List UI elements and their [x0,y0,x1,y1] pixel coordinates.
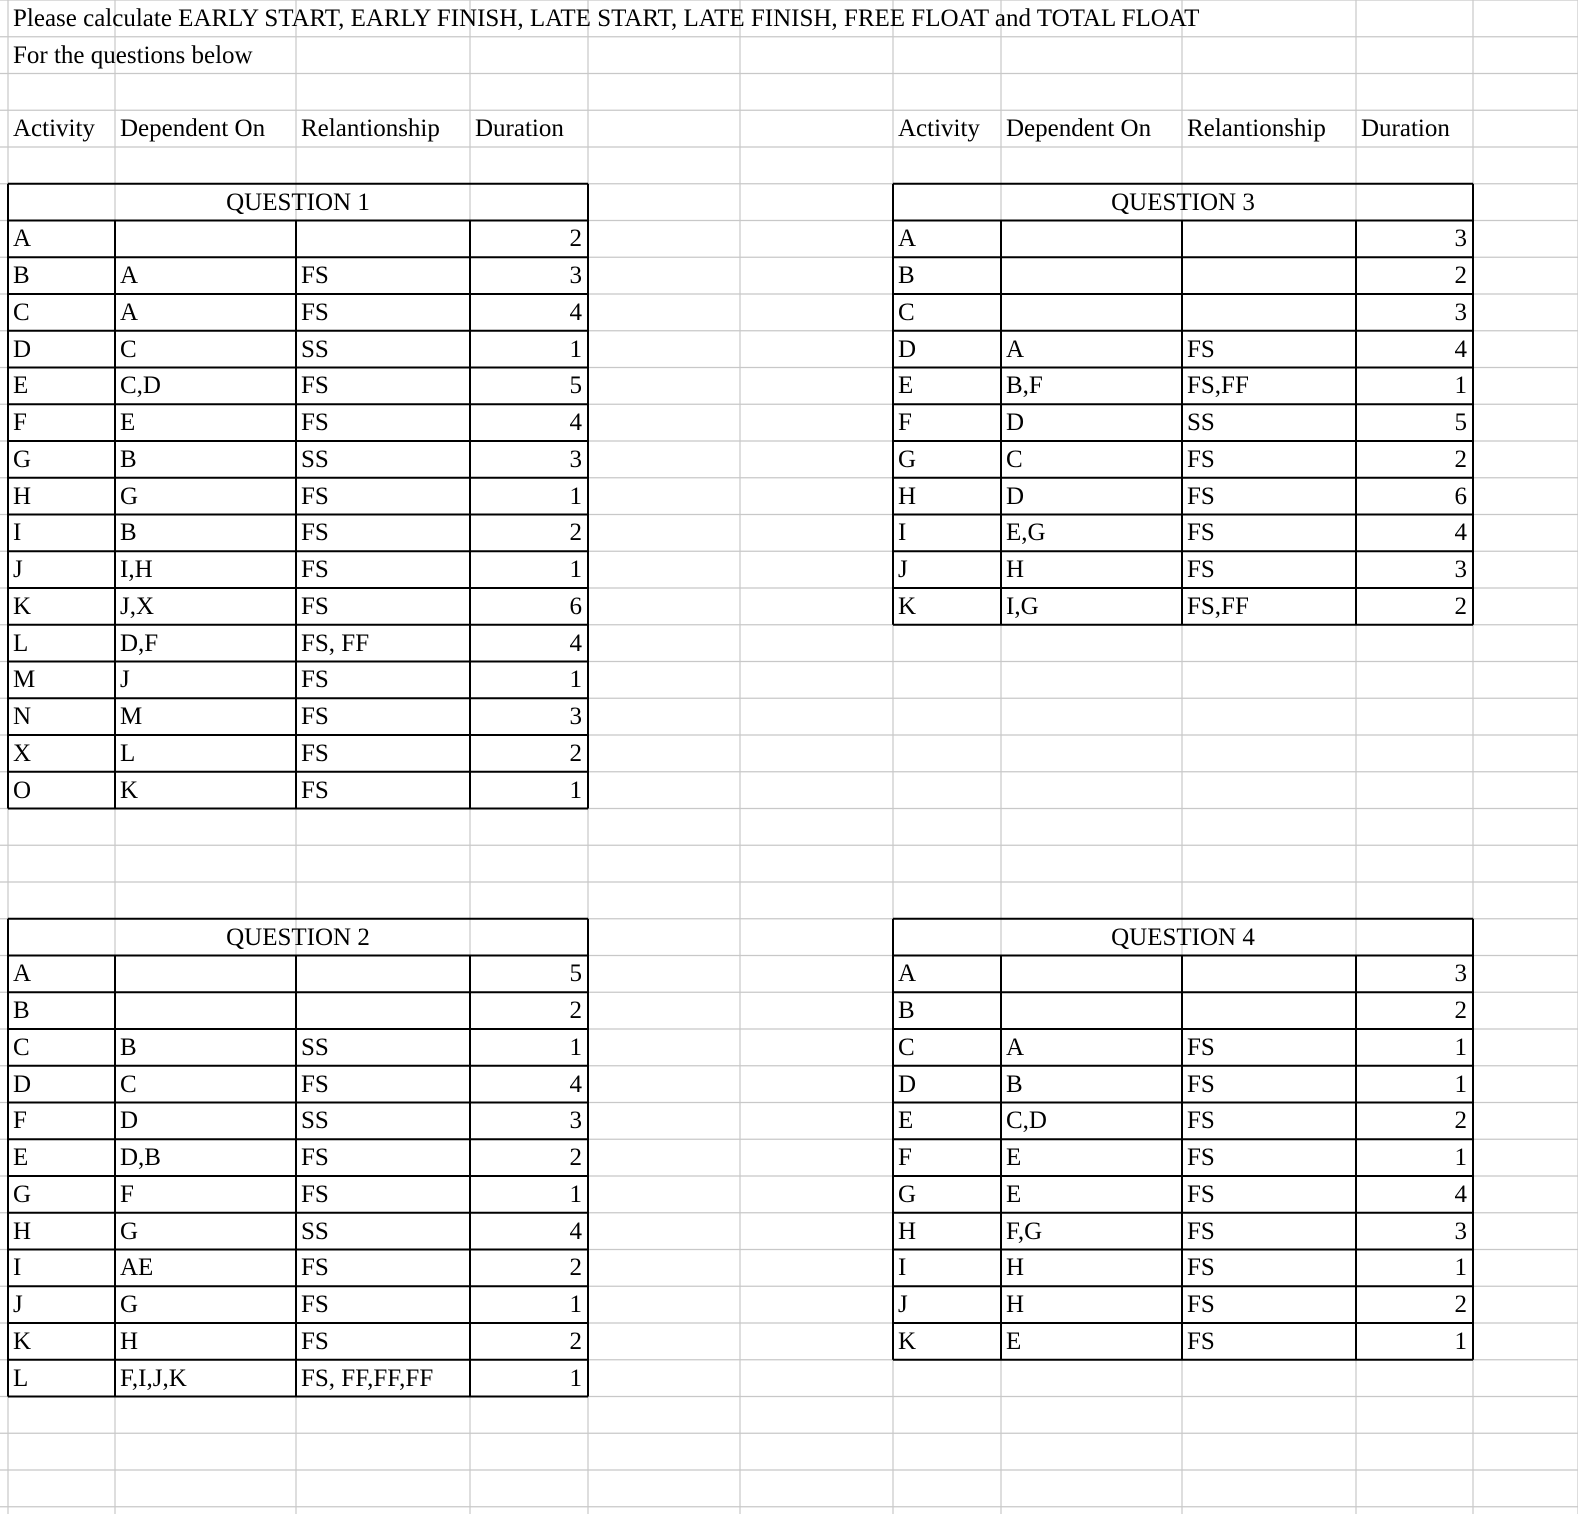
header-duration-right: Duration [1361,115,1450,143]
q4-relationship-cell[interactable]: FS [1187,1107,1215,1135]
q4-relationship-cell[interactable]: FS [1187,1254,1215,1282]
q1-activity-cell[interactable]: F [13,409,27,437]
q2-duration-cell[interactable]: 2 [569,1254,582,1282]
q4-dependent-cell[interactable]: B [1006,1070,1023,1098]
q1-dependent-cell[interactable]: M [120,703,143,731]
q4-duration-cell[interactable]: 4 [1454,1180,1467,1208]
question-1-title: QUESTION 1 [226,188,370,216]
q2-activity-cell[interactable]: D [13,1070,32,1098]
q3-activity-cell[interactable]: C [898,298,915,326]
q3-relationship-cell[interactable]: FS [1187,445,1215,473]
q4-activity-cell[interactable]: A [898,960,917,988]
q2-duration-cell[interactable]: 3 [569,1107,582,1135]
q3-activity-cell[interactable]: F [898,409,912,437]
q3-relationship-cell[interactable]: FS [1187,556,1215,584]
q3-activity-cell[interactable]: A [898,225,917,253]
q3-relationship-cell[interactable]: FS [1187,482,1215,510]
q1-duration-cell[interactable]: 2 [569,519,582,547]
q3-activity-cell[interactable]: K [898,592,917,620]
q3-duration-cell[interactable]: 2 [1454,262,1467,290]
q4-relationship-cell[interactable]: FS [1187,1180,1215,1208]
q4-dependent-cell[interactable]: E [1006,1180,1022,1208]
q1-relationship-cell[interactable]: FS [301,262,329,290]
q4-duration-cell[interactable]: 2 [1454,1291,1467,1319]
q2-activity-cell[interactable]: C [13,1033,30,1061]
q3-relationship-cell[interactable]: FS [1187,519,1215,547]
q2-dependent-cell[interactable]: G [120,1291,139,1319]
q1-duration-cell[interactable]: 2 [569,225,582,253]
q1-activity-cell[interactable]: G [13,445,32,473]
q1-relationship-cell[interactable]: FS [301,776,329,804]
q3-duration-cell[interactable]: 3 [1454,556,1467,584]
q2-duration-cell[interactable]: 2 [569,1144,582,1172]
question-2-title: QUESTION 2 [226,923,370,951]
q3-dependent-cell[interactable]: C [1006,445,1023,473]
q4-duration-cell[interactable]: 1 [1454,1070,1467,1098]
q4-duration-cell[interactable]: 3 [1454,1217,1467,1245]
q1-duration-cell[interactable]: 1 [569,335,582,363]
q3-dependent-cell[interactable] [1001,294,1182,331]
q1-activity-cell[interactable]: K [13,592,32,620]
q4-dependent-cell[interactable]: F,G [1006,1217,1043,1245]
q1-activity-cell[interactable]: A [13,225,32,253]
q4-dependent-cell[interactable]: E [1006,1327,1022,1355]
q4-relationship-cell[interactable]: FS [1187,1033,1215,1061]
q2-duration-cell[interactable]: 1 [569,1291,582,1319]
q3-dependent-cell[interactable] [1001,257,1182,294]
q3-activity-cell[interactable]: D [898,335,917,363]
q2-dependent-cell[interactable]: C [120,1070,137,1098]
sheet-subtitle: For the questions below [13,41,253,69]
q1-relationship-cell[interactable]: FS [301,556,329,584]
q4-duration-cell[interactable]: 1 [1454,1033,1467,1061]
q1-relationship-cell[interactable]: SS [301,445,329,473]
q4-relationship-cell[interactable]: FS [1187,1144,1215,1172]
q1-activity-cell[interactable]: I [13,519,22,547]
q2-activity-cell[interactable]: B [13,997,30,1025]
q4-relationship-cell[interactable] [1182,992,1356,1029]
q1-dependent-cell[interactable]: G [120,482,139,510]
q1-dependent-cell[interactable] [115,221,296,258]
q2-activity-cell[interactable]: H [13,1217,32,1245]
q2-duration-cell[interactable]: 4 [569,1217,582,1245]
q1-duration-cell[interactable]: 1 [569,776,582,804]
q2-relationship-cell[interactable]: SS [301,1107,329,1135]
q1-duration-cell[interactable]: 4 [569,629,582,657]
q1-duration-cell[interactable]: 3 [569,703,582,731]
q1-relationship-cell[interactable]: FS [301,703,329,731]
q4-relationship-cell[interactable] [1182,956,1356,993]
q4-duration-cell[interactable]: 1 [1454,1327,1467,1355]
header-relationship-left: Relantionship [301,115,440,143]
q2-activity-cell[interactable]: A [13,960,32,988]
q4-duration-cell[interactable]: 2 [1454,997,1467,1025]
q1-duration-cell[interactable]: 4 [569,409,582,437]
q3-dependent-cell[interactable]: D [1006,409,1025,437]
q4-activity-cell[interactable]: B [898,997,915,1025]
q1-dependent-cell[interactable]: J [120,666,130,694]
q4-dependent-cell[interactable]: H [1006,1291,1025,1319]
q4-dependent-cell[interactable] [1001,956,1182,993]
q3-relationship-cell[interactable] [1182,294,1356,331]
q2-activity-cell[interactable]: K [13,1327,32,1355]
q4-activity-cell[interactable]: E [898,1107,914,1135]
q1-duration-cell[interactable]: 3 [569,445,582,473]
q4-relationship-cell[interactable]: FS [1187,1327,1215,1355]
header-relationship-right: Relantionship [1187,115,1326,143]
q3-duration-cell[interactable]: 6 [1454,482,1467,510]
q3-dependent-cell[interactable]: E,G [1006,519,1046,547]
q4-relationship-cell[interactable]: FS [1187,1217,1215,1245]
q3-activity-cell[interactable]: G [898,445,917,473]
q4-dependent-cell[interactable]: A [1006,1033,1025,1061]
q1-dependent-cell[interactable]: K [120,776,139,804]
q1-dependent-cell[interactable]: J,X [120,592,155,620]
q2-duration-cell[interactable]: 2 [569,997,582,1025]
q3-dependent-cell[interactable]: B,F [1006,372,1043,400]
q3-dependent-cell[interactable]: H [1006,556,1025,584]
q1-duration-cell[interactable]: 6 [569,592,582,620]
q2-relationship-cell[interactable]: SS [301,1033,329,1061]
q3-duration-cell[interactable]: 3 [1454,225,1467,253]
q4-dependent-cell[interactable]: C,D [1006,1107,1047,1135]
q4-duration-cell[interactable]: 3 [1454,960,1467,988]
q1-relationship-cell[interactable]: FS [301,372,329,400]
q2-duration-cell[interactable]: 5 [569,960,582,988]
q3-dependent-cell[interactable]: I,G [1006,592,1039,620]
q1-activity-cell[interactable]: O [13,776,32,804]
q4-dependent-cell[interactable]: H [1006,1254,1025,1282]
header-activity-right: Activity [898,115,980,143]
q1-dependent-cell[interactable]: A [120,298,139,326]
q4-duration-cell[interactable]: 1 [1454,1254,1467,1282]
q2-relationship-cell[interactable]: FS [301,1070,329,1098]
q2-dependent-cell[interactable]: F [120,1180,134,1208]
q2-dependent-cell[interactable]: D,B [120,1144,161,1172]
q1-dependent-cell[interactable]: B [120,445,137,473]
q2-duration-cell[interactable]: 1 [569,1033,582,1061]
q3-duration-cell[interactable]: 1 [1454,372,1467,400]
q1-relationship-cell[interactable]: FS [301,409,329,437]
q4-activity-cell[interactable]: K [898,1327,917,1355]
q2-relationship-cell[interactable]: SS [301,1217,329,1245]
q3-duration-cell[interactable]: 5 [1454,409,1467,437]
q1-duration-cell[interactable]: 1 [569,666,582,694]
q3-dependent-cell[interactable]: D [1006,482,1025,510]
q1-activity-cell[interactable]: M [13,666,36,694]
q3-duration-cell[interactable]: 4 [1454,519,1467,547]
q1-activity-cell[interactable]: H [13,482,32,510]
q3-activity-cell[interactable]: B [898,262,915,290]
q3-duration-cell[interactable]: 3 [1454,298,1467,326]
q2-relationship-cell[interactable]: FS, FF,FF,FF [301,1364,434,1392]
q2-relationship-cell[interactable]: FS [301,1254,329,1282]
q2-dependent-cell[interactable]: F,I,J,K [120,1364,187,1392]
q3-activity-cell[interactable]: I [898,519,907,547]
q1-dependent-cell[interactable]: D,F [120,629,159,657]
question-3-title: QUESTION 3 [1111,188,1255,216]
header-duration-left: Duration [475,115,564,143]
q1-duration-cell[interactable]: 1 [569,556,582,584]
q4-relationship-cell[interactable]: FS [1187,1070,1215,1098]
q1-activity-cell[interactable]: B [13,262,30,290]
q3-relationship-cell[interactable]: FS,FF [1187,592,1249,620]
q2-activity-cell[interactable]: F [13,1107,27,1135]
q2-relationship-cell[interactable] [296,992,470,1029]
q4-activity-cell[interactable]: G [898,1180,917,1208]
q2-relationship-cell[interactable]: FS [301,1144,329,1172]
q1-activity-cell[interactable]: L [13,629,29,657]
q1-relationship-cell[interactable]: FS [301,519,329,547]
q2-dependent-cell[interactable]: H [120,1327,139,1355]
q1-relationship-cell[interactable]: FS [301,592,329,620]
q2-activity-cell[interactable]: J [13,1291,23,1319]
q3-duration-cell[interactable]: 4 [1454,335,1467,363]
q1-relationship-cell[interactable] [296,221,470,258]
q3-relationship-cell[interactable] [1182,257,1356,294]
q2-relationship-cell[interactable]: FS [301,1291,329,1319]
q2-duration-cell[interactable]: 1 [569,1364,582,1392]
header-dependent-on-left: Dependent On [120,115,266,143]
q2-relationship-cell[interactable]: FS [301,1180,329,1208]
q3-dependent-cell[interactable] [1001,221,1182,258]
q4-dependent-cell[interactable] [1001,992,1182,1029]
q2-dependent-cell[interactable]: B [120,1033,137,1061]
q1-relationship-cell[interactable]: SS [301,335,329,363]
q4-relationship-cell[interactable]: FS [1187,1291,1215,1319]
q2-dependent-cell[interactable]: AE [120,1254,154,1282]
q3-relationship-cell[interactable]: FS [1187,335,1215,363]
q1-dependent-cell[interactable]: B [120,519,137,547]
q1-relationship-cell[interactable]: FS [301,666,329,694]
q2-relationship-cell[interactable]: FS [301,1327,329,1355]
question-4-title: QUESTION 4 [1111,923,1255,951]
q1-activity-cell[interactable]: E [13,372,29,400]
q2-duration-cell[interactable]: 2 [569,1327,582,1355]
q3-activity-cell[interactable]: J [898,556,908,584]
q3-dependent-cell[interactable]: A [1006,335,1025,363]
q3-activity-cell[interactable]: H [898,482,917,510]
q4-activity-cell[interactable]: D [898,1070,917,1098]
q2-activity-cell[interactable]: G [13,1180,32,1208]
q2-dependent-cell[interactable]: D [120,1107,139,1135]
q1-relationship-cell[interactable]: FS, FF [301,629,370,657]
q2-activity-cell[interactable]: E [13,1144,29,1172]
q4-activity-cell[interactable]: F [898,1144,912,1172]
q3-relationship-cell[interactable]: FS,FF [1187,372,1249,400]
q3-duration-cell[interactable]: 2 [1454,445,1467,473]
q1-duration-cell[interactable]: 4 [569,298,582,326]
q4-duration-cell[interactable]: 2 [1454,1107,1467,1135]
q2-duration-cell[interactable]: 4 [569,1070,582,1098]
q4-duration-cell[interactable]: 1 [1454,1144,1467,1172]
q1-duration-cell[interactable]: 1 [569,482,582,510]
q1-activity-cell[interactable]: D [13,335,32,363]
q3-relationship-cell[interactable]: SS [1187,409,1215,437]
q4-activity-cell[interactable]: C [898,1033,915,1061]
header-activity-left: Activity [13,115,95,143]
q1-dependent-cell[interactable]: A [120,262,139,290]
q4-dependent-cell[interactable]: E [1006,1144,1022,1172]
q3-activity-cell[interactable]: E [898,372,914,400]
q2-dependent-cell[interactable] [115,992,296,1029]
q1-relationship-cell[interactable]: FS [301,739,329,767]
q1-activity-cell[interactable]: J [13,556,23,584]
q1-duration-cell[interactable]: 5 [569,372,582,400]
q2-activity-cell[interactable]: I [13,1254,22,1282]
q2-dependent-cell[interactable] [115,956,296,993]
q2-dependent-cell[interactable]: G [120,1217,139,1245]
sheet-title: Please calculate EARLY START, EARLY FINISH, LATE START, LATE FINISH, FREE FLOAT and TOTAL FLOAT [13,4,1200,32]
q1-activity-cell[interactable]: N [13,703,32,731]
q1-dependent-cell[interactable]: C [120,335,137,363]
q4-activity-cell[interactable]: I [898,1254,907,1282]
q1-dependent-cell[interactable]: L [120,739,136,767]
q1-duration-cell[interactable]: 2 [569,739,582,767]
q1-duration-cell[interactable]: 3 [569,262,582,290]
header-dependent-on-right: Dependent On [1006,115,1152,143]
q2-duration-cell[interactable]: 1 [569,1180,582,1208]
q4-activity-cell[interactable]: H [898,1217,917,1245]
q2-relationship-cell[interactable] [296,956,470,993]
q3-relationship-cell[interactable] [1182,221,1356,258]
q2-activity-cell[interactable]: L [13,1364,29,1392]
q1-relationship-cell[interactable]: FS [301,482,329,510]
q1-dependent-cell[interactable]: C,D [120,372,161,400]
q1-dependent-cell[interactable]: I,H [120,556,153,584]
q4-activity-cell[interactable]: J [898,1291,908,1319]
q1-relationship-cell[interactable]: FS [301,298,329,326]
q1-activity-cell[interactable]: C [13,298,30,326]
q3-duration-cell[interactable]: 2 [1454,592,1467,620]
q1-activity-cell[interactable]: X [13,739,32,767]
q1-dependent-cell[interactable]: E [120,409,136,437]
